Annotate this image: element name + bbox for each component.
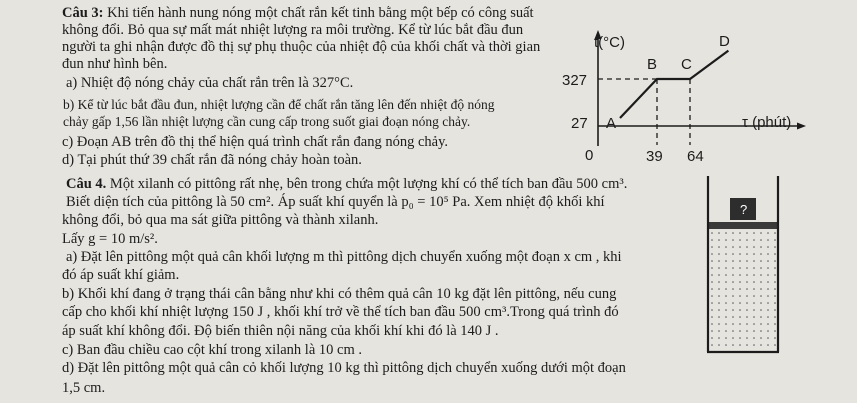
cylinder-gas xyxy=(708,228,778,352)
q4-statement-d-1: d) Đặt lên pittông một quả cân cỏ khối lượng 10 kg thì pittông dịch chuyển xuống dưới một đoạn xyxy=(62,360,626,376)
q4-line-2: Biết diện tích của pittông là 50 cm². Áp suất khí quyển là p₀ = 10⁵ Pa. Xem nhiệt độ khối khí xyxy=(66,194,605,210)
cylinder-figure xyxy=(696,168,791,358)
q4-label: Câu 4. xyxy=(66,176,107,192)
x-tick-39: 39 xyxy=(646,148,663,165)
point-label-a: A xyxy=(606,115,617,132)
q4-statement-b-2: cấp cho khối khí nhiệt lượng 150 J , khối khí trở về thể tích ban đầu 500 cm³.Trong quá trình đó xyxy=(62,304,619,320)
q4-statement-a-2: đó áp suất khí giảm. xyxy=(62,267,180,283)
unknown-mass-label: ? xyxy=(740,202,748,217)
q4-statement-b-3: áp suất khí không đổi. Độ biến thiên nội năng của khối khí khi đó là 140 J . xyxy=(62,323,499,339)
q3-line-3: người ta ghi nhận được đồ thị sự phụ thuộc của nhiệt độ của khối chất và thời gian xyxy=(62,39,541,55)
point-label-d: D xyxy=(719,33,730,50)
q3-line-2: không đổi. Bỏ qua sự mất mát nhiệt lượng ra môi trường. Kể từ lúc bắt đầu đun xyxy=(62,22,524,38)
q3-statement-a: a) Nhiệt độ nóng chảy của chất rắn trên là 327°C. xyxy=(66,75,354,91)
y-tick-27: 27 xyxy=(571,115,588,132)
point-label-c: C xyxy=(681,56,692,73)
q4-line-3: không đổi, bỏ qua ma sát giữa pittông và thành xilanh. xyxy=(62,212,379,228)
x-axis-arrow xyxy=(797,123,806,130)
q4-line-1 xyxy=(66,176,627,193)
q4-line-4: Lấy g = 10 m/s². xyxy=(62,231,158,247)
q4-statement-a-1: a) Đặt lên pittông một quả cân khối lượng m thì pittông dịch chuyển xuống một đoạn x cm , khi xyxy=(66,249,622,265)
y-tick-327: 327 xyxy=(562,72,588,89)
guide-lines xyxy=(598,79,690,145)
q4-statement-d-2: 1,5 cm. xyxy=(62,380,106,396)
piston xyxy=(708,222,778,229)
q3-intro-1: Khi tiến hành nung nóng một chất rắn kết tinh bằng một bếp có công suất xyxy=(107,5,534,21)
q4-intro-1: Một xilanh có pittông rất nhẹ, bên trong chứa một lượng khí có thể tích ban đầu 500 cm³. xyxy=(109,176,628,192)
q3-statement-c: c) Đoạn AB trên đồ thị thể hiện quá trình chất rắn đang nóng chảy. xyxy=(62,134,449,150)
point-label-b: B xyxy=(647,56,658,73)
q3-statement-d: d) Tại phút thứ 39 chất rắn đã nóng chảy hoàn toàn. xyxy=(62,152,362,168)
x-tick-64: 64 xyxy=(687,148,704,165)
temperature-curve xyxy=(620,51,728,118)
q3-statement-b-2: chảy gấp 1,56 lần nhiệt lượng cần cung cấp trong suốt giai đoạn nóng chảy. xyxy=(63,114,471,129)
piston-mass xyxy=(730,198,756,220)
q4-statement-b-1: b) Khối khí đang ở trạng thái cân bằng như khi có thêm quả cân 10 kg đặt lên pittông, nếu cung xyxy=(62,286,617,302)
q3-statement-b-1: b) Kể từ lúc bắt đầu đun, nhiệt lượng cần để chất rắn tăng lên đến nhiệt độ nóng xyxy=(63,97,495,112)
q3-label: Câu 3: xyxy=(62,5,104,21)
x-axis-label: τ (phút) xyxy=(742,114,792,131)
y-axis-label: t(°C) xyxy=(594,34,625,51)
origin-label: 0 xyxy=(585,147,594,164)
q3-line-4: đun như hình bên. xyxy=(62,56,168,72)
q4-statement-c: c) Ban đầu chiều cao cột khí trong xilanh là 10 cm . xyxy=(62,342,362,358)
